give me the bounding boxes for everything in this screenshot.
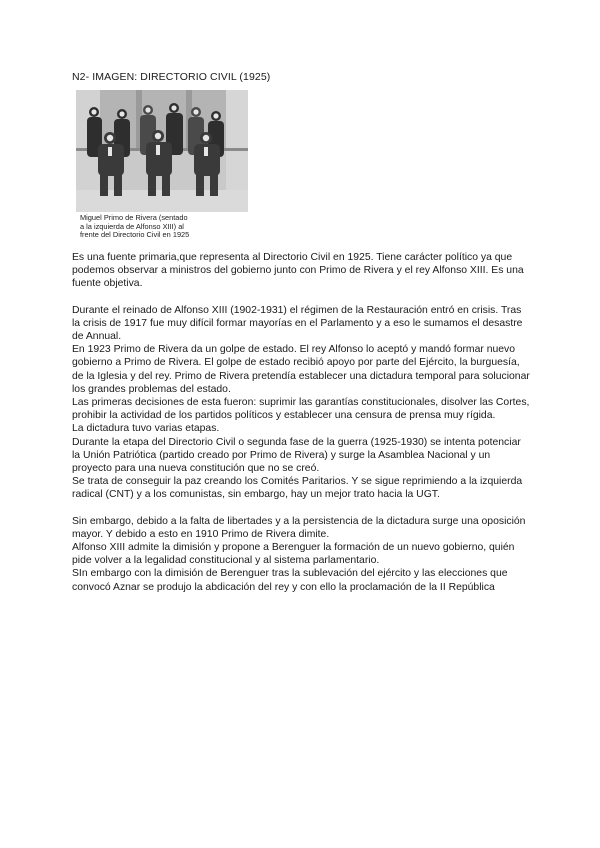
- paragraph: Las primeras decisiones de esta fueron: suprimir las garantías constitucionales, disolver las Cortes, prohibir la actividad de los partidos políticos y establecer una censura de prensa muy rígida.: [72, 397, 530, 422]
- paragraph-spacer: [72, 502, 530, 515]
- paragraph: Durante el reinado de Alfonso XIII (1902-1931) el régimen de la Restauración entró en crisis. Tras la crisis de 1917 fue muy difícil formar mayorías en el Parlamento y a eso le sumamos el desastre de Annual.: [72, 304, 523, 343]
- document-title: N2- IMAGEN: DIRECTORIO CIVIL (1925): [72, 71, 271, 83]
- photo-caption-line: a la izquierda de Alfonso XIII) al: [80, 221, 184, 231]
- group-photo: [76, 90, 248, 212]
- paragraph: En 1923 Primo de Rivera da un golpe de estado. El rey Alfonso lo aceptó y mandó formar nuevo gobierno a Primo de Rivera. El golpe de estado recibió apoyo por parte del Ejército, la burguesía, de la Iglesia y del rey. Primo de Rivera pretendía establecer una dictadura temporal para solucionar los grandes problemas del estado.: [72, 344, 530, 395]
- paragraph: SIn embargo con la dimisión de Berenguer tras la sublevación del ejército y las elecciones que convocó Aznar se produjo la abdicación del rey y con ello la proclamación de la II República: [72, 568, 508, 593]
- figure: [76, 90, 248, 248]
- paragraph: Es una fuente primaria,que representa al Directorio Civil en 1925. Tiene carácter político ya que podemos observar a ministros del gobierno junto con Primo de Rivera y el rey Alfonso XIII. Es una fuente objetiva.: [72, 252, 524, 290]
- photo-caption: [80, 214, 248, 240]
- group-photo-drawing: [76, 90, 248, 212]
- paragraph-spacer: [72, 291, 530, 304]
- photo-caption-line: frente del Directorio Civil en 1925: [80, 230, 190, 240]
- photo-caption-line: Miguel Primo de Rivera (sentado: [80, 213, 188, 222]
- paragraph: Se trata de conseguir la paz creando los Comités Paritarios. Y se sigue reprimiendo a la izquierda radical (CNT) y a los comunistas, sin embargo, hay un mejor trato hacia la UGT.: [72, 476, 523, 501]
- document-body: [72, 251, 530, 594]
- paragraph: Durante la etapa del Directorio Civil o segunda fase de la guerra (1925-1930) se intenta potenciar la Unión Patriótica (partido creado por Primo de Rivera) y surge la Asamblea Nacional y un proyecto para una nueva constitución que no se creó.: [72, 436, 521, 475]
- paragraph: La dictadura tuvo varias etapas.: [72, 423, 220, 435]
- paragraph: Sin embargo, debido a la falta de libertades y a la persistencia de la dictadura surge una oposición mayor. Y debido a esto en 1910 Primo de Rivera dimite.: [72, 515, 526, 540]
- paragraph: Alfonso XIII admite la dimisión y propone a Berenguer la formación de un nuevo gobierno, quién pide volver a la legalidad constitucional y al sistema parlamentario.: [72, 542, 515, 567]
